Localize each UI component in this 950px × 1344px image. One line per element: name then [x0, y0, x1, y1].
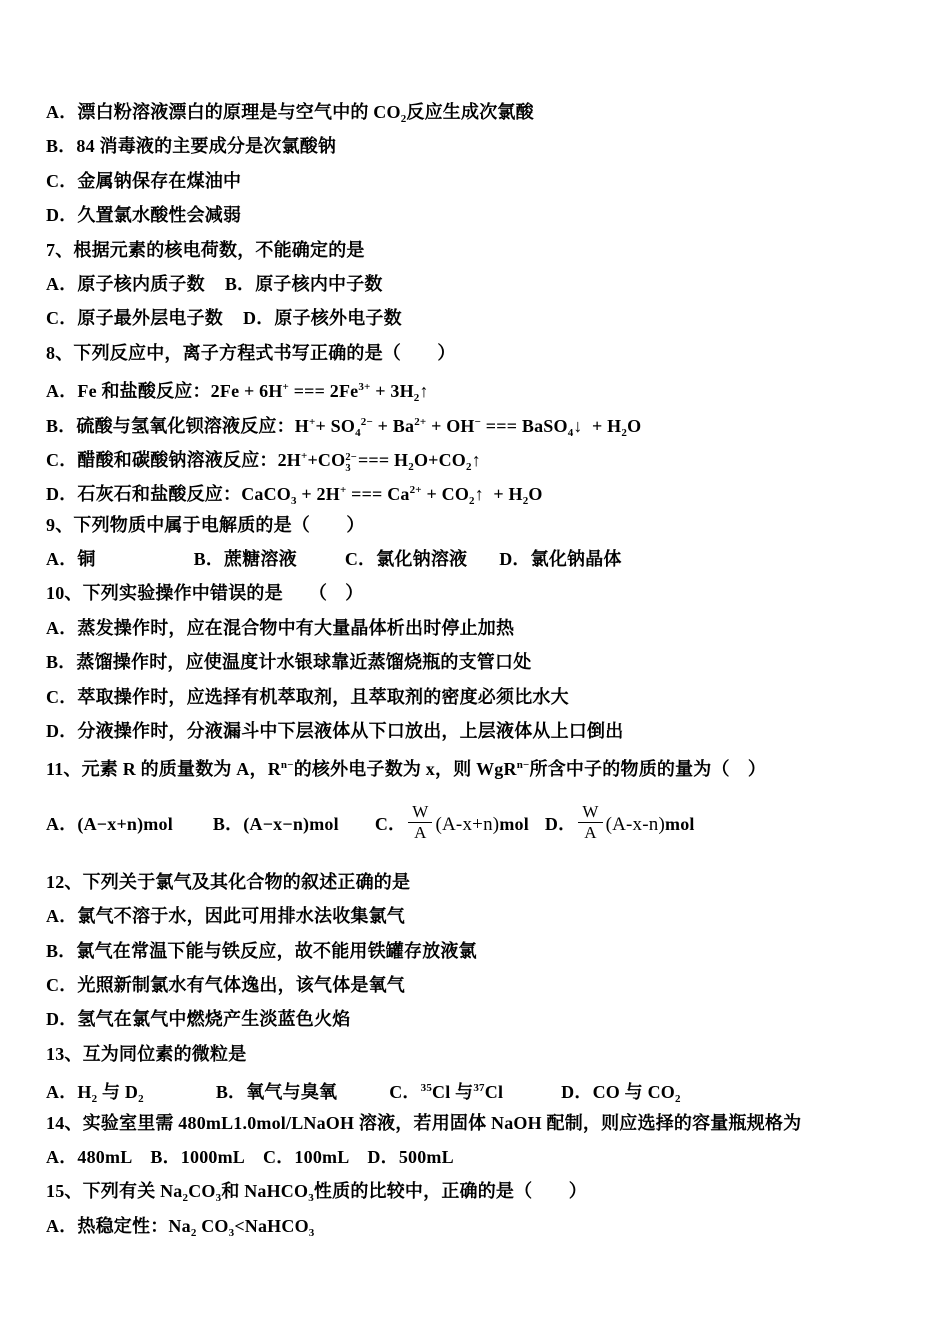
- text-run: C．原子最外层电子数: [46, 308, 223, 329]
- text-run: D．石灰石和盐酸反应：CaCO: [46, 484, 291, 505]
- text-run: B．(A−x−n)mol: [212, 813, 339, 834]
- text-run: D．500mL: [367, 1146, 454, 1167]
- spacer: [205, 289, 225, 290]
- text-line: [46, 267, 942, 301]
- text-run: ↓ + H: [573, 415, 622, 436]
- text-run: D．氢气在氯气中燃烧产生淡蓝色火焰: [46, 1009, 351, 1030]
- text-run: ↑: [471, 449, 481, 470]
- text-run: C．: [389, 1082, 421, 1103]
- text-run: === Ca: [346, 484, 410, 505]
- text-line: [46, 968, 942, 1002]
- text-line: [46, 645, 942, 679]
- text-run: O+CO: [413, 449, 467, 470]
- text-run: A．氯气不溶于水，因此可用排水法收集氯气: [46, 906, 405, 927]
- text-line: [46, 934, 942, 968]
- spacer: [223, 323, 243, 324]
- superscript-text: +: [309, 415, 316, 428]
- text-line: [46, 129, 942, 163]
- subscript-text: 2: [469, 495, 475, 508]
- text-run: 7、根据元素的核电荷数，不能确定的是: [46, 239, 365, 260]
- text-line: [46, 1037, 942, 1071]
- text-run: D．原子核外电子数: [243, 308, 402, 329]
- text-run: mol: [499, 813, 529, 834]
- text-run: ↑ + H: [474, 484, 523, 505]
- subscript-text: 2: [91, 1093, 98, 1106]
- subscript-text: 2: [400, 113, 407, 125]
- text-line: [46, 439, 942, 473]
- text-line: [46, 1140, 942, 1174]
- text-run: D．氯化钠晶体: [499, 549, 622, 570]
- superscript-text: 35: [420, 1082, 433, 1095]
- subscript-text: 3: [308, 1192, 314, 1205]
- subscript-text: 2: [138, 1093, 144, 1106]
- text-run: A．蒸发操作时，应在混合物中有大量晶体析出时停止加热: [46, 617, 515, 638]
- subscript-text: 3: [215, 1192, 222, 1205]
- text-line: [46, 473, 942, 507]
- subscript-text: 3: [228, 1226, 235, 1239]
- text-run: B．蔗糖溶液: [193, 549, 297, 570]
- text-line: [46, 95, 942, 129]
- text-run: B．蒸馏操作时，应使温度计水银球靠近蒸馏烧瓶的支管口处: [46, 652, 532, 673]
- text-run: （ ）: [308, 583, 364, 604]
- text-run: A．漂白粉溶液漂白的原理是与空气中的 CO: [46, 102, 401, 122]
- text-run: + 3H: [370, 381, 414, 402]
- fraction-numerator: W: [408, 803, 432, 824]
- spacer: [245, 1162, 263, 1163]
- text-run: D．久置氯水酸性会减弱: [46, 205, 242, 226]
- text-line: [46, 542, 942, 576]
- spacer: [339, 829, 375, 830]
- text-run: 14、实验室里需 480mL1.0mol/LNaOH 溶液，若用固体 NaOH 配制，则应选择的容量瓶规格为: [46, 1112, 802, 1133]
- superscript-text: n−: [280, 759, 294, 772]
- subscript-text: 2: [408, 460, 414, 473]
- text-line: [46, 1002, 942, 1036]
- text-line: [46, 301, 942, 335]
- fraction-denominator: A: [414, 823, 427, 843]
- text-run: D．分液操作时，分液漏斗中下层液体从下口放出，上层液体从上口倒出: [46, 721, 624, 742]
- text-line: [46, 748, 942, 782]
- fraction: [578, 803, 602, 843]
- text-line: [46, 1174, 942, 1208]
- text-run: (A-x-n): [605, 813, 666, 835]
- text-line: [46, 405, 942, 439]
- text-line: [46, 865, 942, 899]
- text-run: B．原子核内中子数: [224, 273, 383, 294]
- text-run: + OH: [426, 415, 475, 436]
- text-run: C．: [374, 813, 407, 834]
- subscript-text: 3: [308, 1226, 315, 1239]
- text-run: A．铜: [46, 549, 96, 570]
- text-run: C．萃取操作时，应选择有机萃取剂，且萃取剂的密度必须比水大: [46, 686, 569, 707]
- spacer: [132, 1162, 150, 1163]
- subscript-text: 4: [355, 426, 361, 439]
- spacer: [337, 1097, 389, 1098]
- spacer: [283, 598, 309, 599]
- text-run: A．(A−x+n)mol: [46, 813, 173, 834]
- subscript-text: 2: [182, 1192, 189, 1205]
- text-line: [46, 336, 942, 370]
- superscript-text: 2−: [360, 415, 373, 428]
- text-run: A．热稳定性：Na: [46, 1215, 191, 1236]
- superscript-text: +: [282, 381, 289, 394]
- text-run: 12、下列关于氯气及其化合物的叙述正确的是: [46, 871, 411, 892]
- text-run: === H: [357, 449, 409, 470]
- superscript-text: 3+: [358, 381, 371, 394]
- text-run: CO: [196, 1215, 229, 1236]
- text-run: B．1000mL: [150, 1146, 246, 1167]
- text-run: B．84 消毒液的主要成分是次氯酸钠: [46, 136, 337, 157]
- text-run: A．480mL: [46, 1146, 133, 1167]
- text-run: 所含中子的物质的量为（ ）: [529, 759, 767, 780]
- text-line: [46, 198, 942, 232]
- text-line: [46, 899, 942, 933]
- text-run: D．CO 与 CO: [561, 1082, 675, 1103]
- text-run: 性质的比较中，正确的是（ ）: [313, 1181, 587, 1202]
- text-run: B．氧气与臭氧: [215, 1082, 338, 1103]
- spacer: [173, 829, 213, 830]
- fraction: [408, 803, 432, 843]
- text-line: [46, 714, 942, 748]
- subscript-text: 4: [567, 426, 574, 439]
- superscript-text: 37: [473, 1082, 485, 1095]
- text-run: === 2Fe: [289, 381, 359, 402]
- text-run: 和 NaHCO: [221, 1181, 309, 1202]
- superscript-text: −: [474, 415, 482, 428]
- text-run: CO: [188, 1181, 216, 1202]
- text-run: O: [528, 484, 543, 505]
- text-run: 10、下列实验操作中错误的是: [46, 583, 283, 604]
- text-run: <NaHCO: [234, 1215, 309, 1236]
- spacer: [144, 1097, 216, 1098]
- exam-text-body: [46, 95, 942, 1243]
- stacked-charge-subscript: 2− 3: [345, 451, 357, 474]
- subscript-text: 2: [466, 460, 472, 473]
- spacer: [297, 564, 345, 565]
- text-run: 15、下列有关 Na: [46, 1181, 183, 1202]
- subscript-text: 2: [674, 1093, 681, 1106]
- text-run: 9、下列物质中属于电解质的是（ ）: [46, 514, 365, 535]
- text-line: [46, 164, 942, 198]
- text-run: ↑: [419, 381, 429, 402]
- text-run: + SO: [315, 415, 356, 436]
- text-line: [46, 611, 942, 645]
- spacer: [349, 1162, 367, 1163]
- text-run: B．硫酸与氢氧化钡溶液反应：H: [46, 415, 310, 436]
- superscript-text: +: [301, 449, 308, 462]
- text-run: 8、下列反应中，离子方程式书写正确的是（ ）: [46, 342, 456, 363]
- text-run: B．氯气在常温下能与铁反应，故不能用铁罐存放液氯: [46, 940, 477, 961]
- text-run: + 2H: [296, 484, 340, 505]
- text-run: 11、元素 R 的质量数为 A，R: [46, 759, 281, 780]
- text-line: [46, 680, 942, 714]
- text-run: A．H: [46, 1082, 92, 1103]
- text-line: [46, 508, 942, 542]
- subscript-text: 2: [522, 495, 529, 508]
- text-run: C．光照新制氯水有气体逸出，该气体是氧气: [46, 974, 405, 995]
- text-line: [46, 783, 942, 865]
- fraction-denominator: A: [584, 823, 597, 843]
- text-line: [46, 233, 942, 267]
- text-line: [46, 370, 942, 404]
- subscript-text: 2: [621, 426, 628, 439]
- text-run: 与 D: [97, 1082, 139, 1103]
- fraction-numerator: W: [578, 803, 602, 824]
- text-run: === BaSO: [481, 415, 568, 436]
- superscript-text: 2+: [409, 484, 422, 497]
- text-run: A．原子核内质子数: [46, 273, 205, 294]
- text-line: [46, 1106, 942, 1140]
- text-run: 反应生成次氯酸: [406, 102, 534, 122]
- superscript-text: n−: [516, 759, 530, 772]
- text-line: [46, 1209, 942, 1243]
- spacer: [529, 829, 545, 830]
- text-run: O: [627, 415, 642, 436]
- text-line: [46, 576, 942, 610]
- spacer: [467, 564, 499, 565]
- text-run: C．氯化钠溶液: [344, 549, 468, 570]
- subscript-text: 2: [413, 392, 420, 405]
- text-run: +CO: [307, 449, 346, 470]
- text-run: A．Fe 和盐酸反应：2Fe + 6H: [46, 381, 283, 402]
- text-run: + CO: [421, 484, 470, 505]
- text-line: [46, 1071, 942, 1105]
- text-run: Cl: [484, 1082, 504, 1103]
- text-run: 的核外电子数为 x，则 WgR: [293, 759, 517, 780]
- text-run: D．: [544, 813, 577, 834]
- superscript-text: 2+: [414, 415, 427, 428]
- text-run: 13、互为同位素的微粒是: [46, 1043, 247, 1064]
- text-run: + Ba: [372, 415, 415, 436]
- subscript-text: 3: [291, 495, 297, 508]
- text-run: C．金属钠保存在煤油中: [46, 170, 242, 191]
- text-run: C．醋酸和碳酸钠溶液反应：2H: [46, 449, 301, 470]
- subscript-text: 2: [190, 1226, 197, 1239]
- superscript-text: +: [339, 484, 347, 497]
- text-run: Cl 与: [432, 1082, 474, 1103]
- text-run: mol: [665, 813, 695, 834]
- text-run: C．100mL: [263, 1146, 350, 1167]
- text-run: (A-x+n): [435, 813, 500, 835]
- spacer: [503, 1097, 561, 1098]
- spacer: [96, 564, 194, 565]
